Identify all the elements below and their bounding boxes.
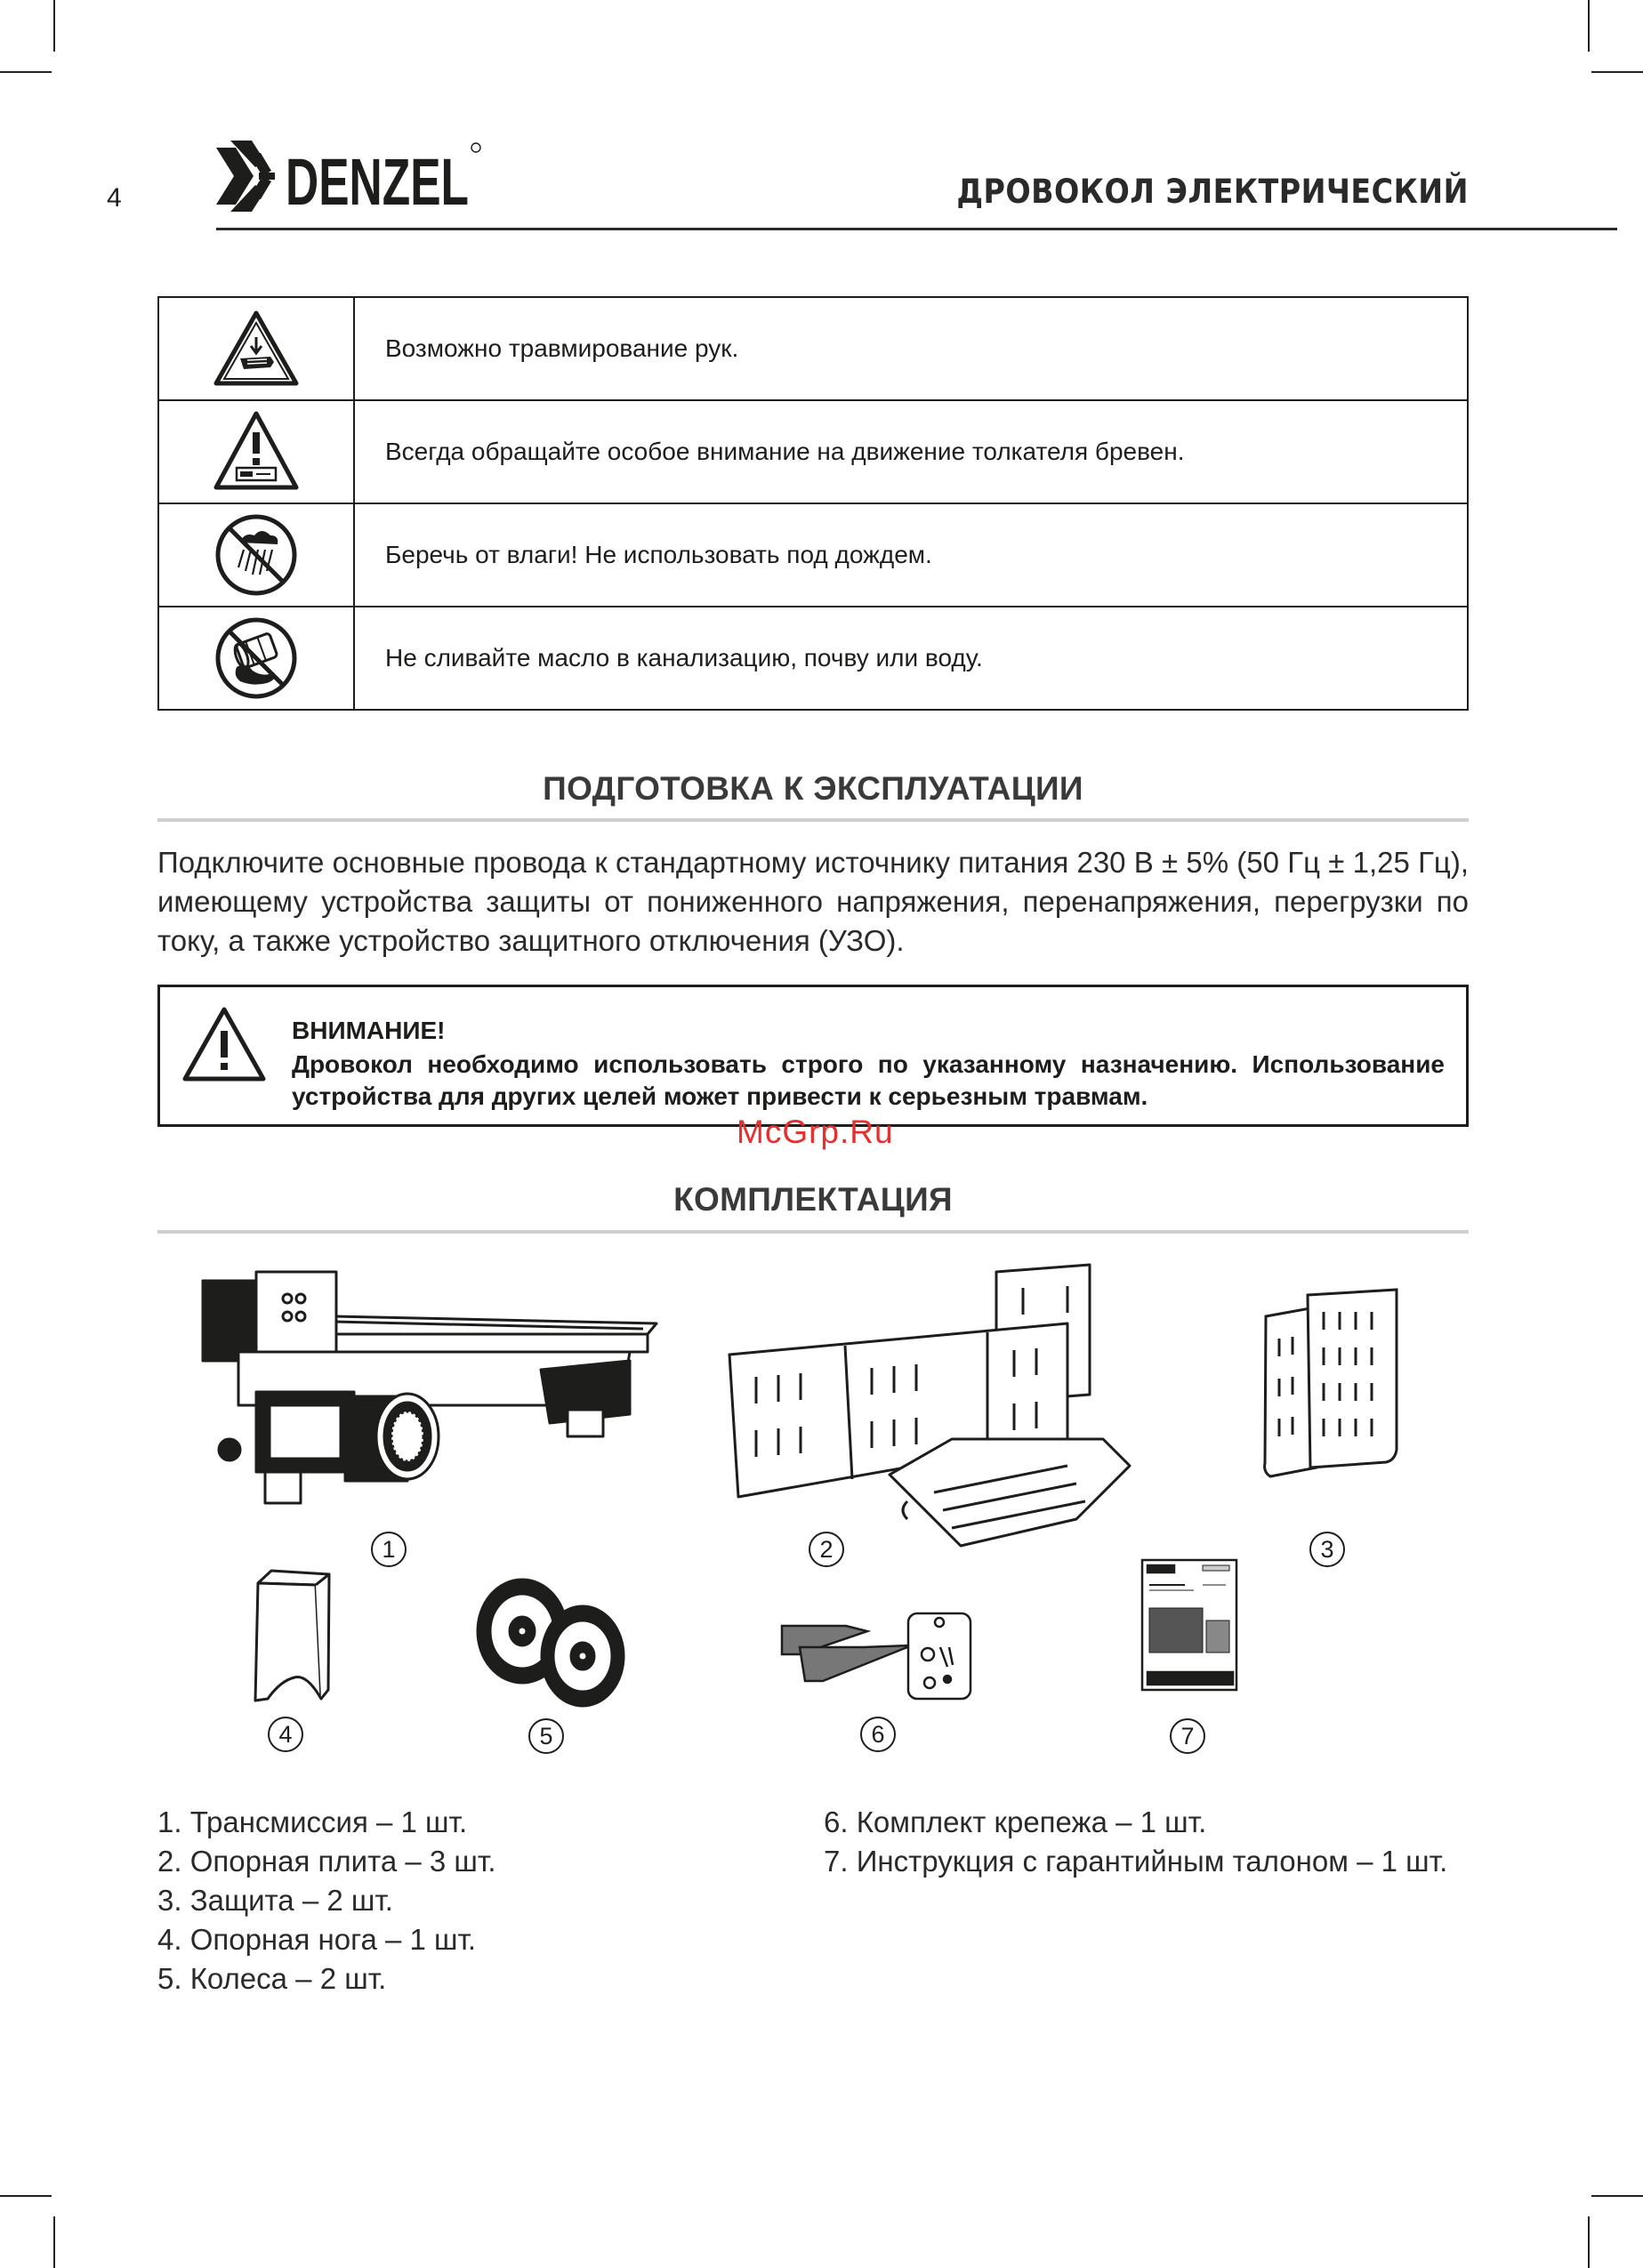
denzel-logo-mark bbox=[216, 141, 483, 217]
crop-mark bbox=[1588, 2216, 1590, 2268]
safety-symbols-table bbox=[157, 296, 1469, 711]
warning-triangle-icon bbox=[181, 1006, 267, 1087]
page-number: 4 bbox=[107, 183, 122, 213]
watermark: McGrp.Ru bbox=[737, 1114, 894, 1150]
list-item: 6. Комплект крепежа – 1 шт. bbox=[824, 1806, 1207, 1838]
transmission-illustration bbox=[203, 1263, 665, 1525]
header-divider bbox=[216, 228, 1617, 230]
crop-mark bbox=[53, 2216, 55, 2268]
warning-text: Всегда обращайте особое внимание на движение толкателя бревен. bbox=[354, 400, 1468, 503]
list-item: 4. Опорная нога – 1 шт. bbox=[157, 1923, 477, 1956]
attention-title: ВНИМАНИЕ! bbox=[292, 1017, 446, 1044]
contents-list-right bbox=[824, 1803, 1447, 1881]
table-cell-icon bbox=[158, 400, 354, 503]
base-plate-illustration bbox=[729, 1261, 1139, 1559]
guard-illustration bbox=[1261, 1290, 1404, 1499]
list-item: 5. Колеса – 2 шт. bbox=[157, 1962, 387, 1995]
crop-mark bbox=[0, 2195, 52, 2197]
warning-text: Не сливайте масло в канализацию, почву или воду. bbox=[354, 607, 1468, 710]
section-divider bbox=[157, 818, 1469, 822]
crop-mark bbox=[53, 0, 55, 52]
list-item: 1. Трансмиссия – 1 шт. bbox=[157, 1806, 468, 1838]
brand-name: DENZEL bbox=[286, 145, 469, 219]
figure-number: 7 bbox=[1170, 1718, 1205, 1754]
figure-number: 4 bbox=[268, 1717, 303, 1752]
warning-text: Беречь от влаги! Не использовать под дождем. bbox=[354, 503, 1468, 607]
table-row bbox=[158, 503, 1468, 607]
manual-illustration bbox=[1140, 1558, 1240, 1698]
preparation-paragraph: Подключите основные провода к стандартному источнику питания 230 В ± 5% (50 Гц ± 1,25 Гц), имеющему устройства защиты от пониженного напряжения, перенапряжения, перегрузки по току, а также устройство защитного отключения (УЗО). bbox=[157, 846, 1469, 957]
table-cell-icon bbox=[158, 607, 354, 710]
figure-number: 6 bbox=[860, 1717, 896, 1752]
document-title: ДРОВОКОЛ ЭЛЕКТРИЧЕСКИЙ bbox=[956, 173, 1469, 211]
crop-mark bbox=[1591, 71, 1643, 73]
figure-number: 1 bbox=[371, 1532, 407, 1567]
denzel-logo bbox=[216, 141, 483, 217]
table-row bbox=[158, 400, 1468, 503]
attention-text: Дровокол необходимо использовать строго по указанному назначению. Использование устройства для других целей может привести к серьезным травмам. bbox=[292, 1050, 1445, 1110]
contents-list-left bbox=[157, 1803, 496, 1999]
table-row bbox=[158, 297, 1468, 400]
fastener-kit-illustration bbox=[778, 1612, 974, 1714]
list-item: 2. Опорная плита – 3 шт. bbox=[157, 1845, 496, 1878]
log-pusher-warning-icon bbox=[212, 409, 301, 495]
table-row bbox=[158, 607, 1468, 710]
warning-text: Возможно травмирование рук. bbox=[354, 297, 1468, 400]
table-cell-icon bbox=[158, 503, 354, 607]
crop-mark bbox=[1591, 2195, 1643, 2197]
hand-crush-warning-icon bbox=[212, 309, 301, 389]
figure-number: 2 bbox=[809, 1532, 844, 1567]
list-item: 3. Защита – 2 шт. bbox=[157, 1884, 393, 1917]
crop-mark bbox=[0, 71, 52, 73]
section-title-preparation: ПОДГОТОВКА К ЭКСПЛУАТАЦИИ bbox=[543, 770, 1083, 807]
list-item: 7. Инструкция с гарантийным талоном – 1 шт. bbox=[824, 1845, 1448, 1878]
crop-mark bbox=[1588, 0, 1590, 52]
support-leg-illustration bbox=[254, 1567, 334, 1707]
section-divider bbox=[157, 1230, 1469, 1234]
figure-number: 3 bbox=[1309, 1532, 1345, 1567]
figure-number: 5 bbox=[528, 1718, 564, 1754]
attention-box bbox=[157, 985, 1469, 1127]
table-cell-icon bbox=[158, 297, 354, 400]
wheels-illustration bbox=[467, 1576, 645, 1714]
section-title-contents: КОМПЛЕКТАЦИЯ bbox=[673, 1181, 953, 1218]
no-rain-icon bbox=[213, 512, 299, 598]
no-oil-drain-icon bbox=[213, 615, 299, 701]
